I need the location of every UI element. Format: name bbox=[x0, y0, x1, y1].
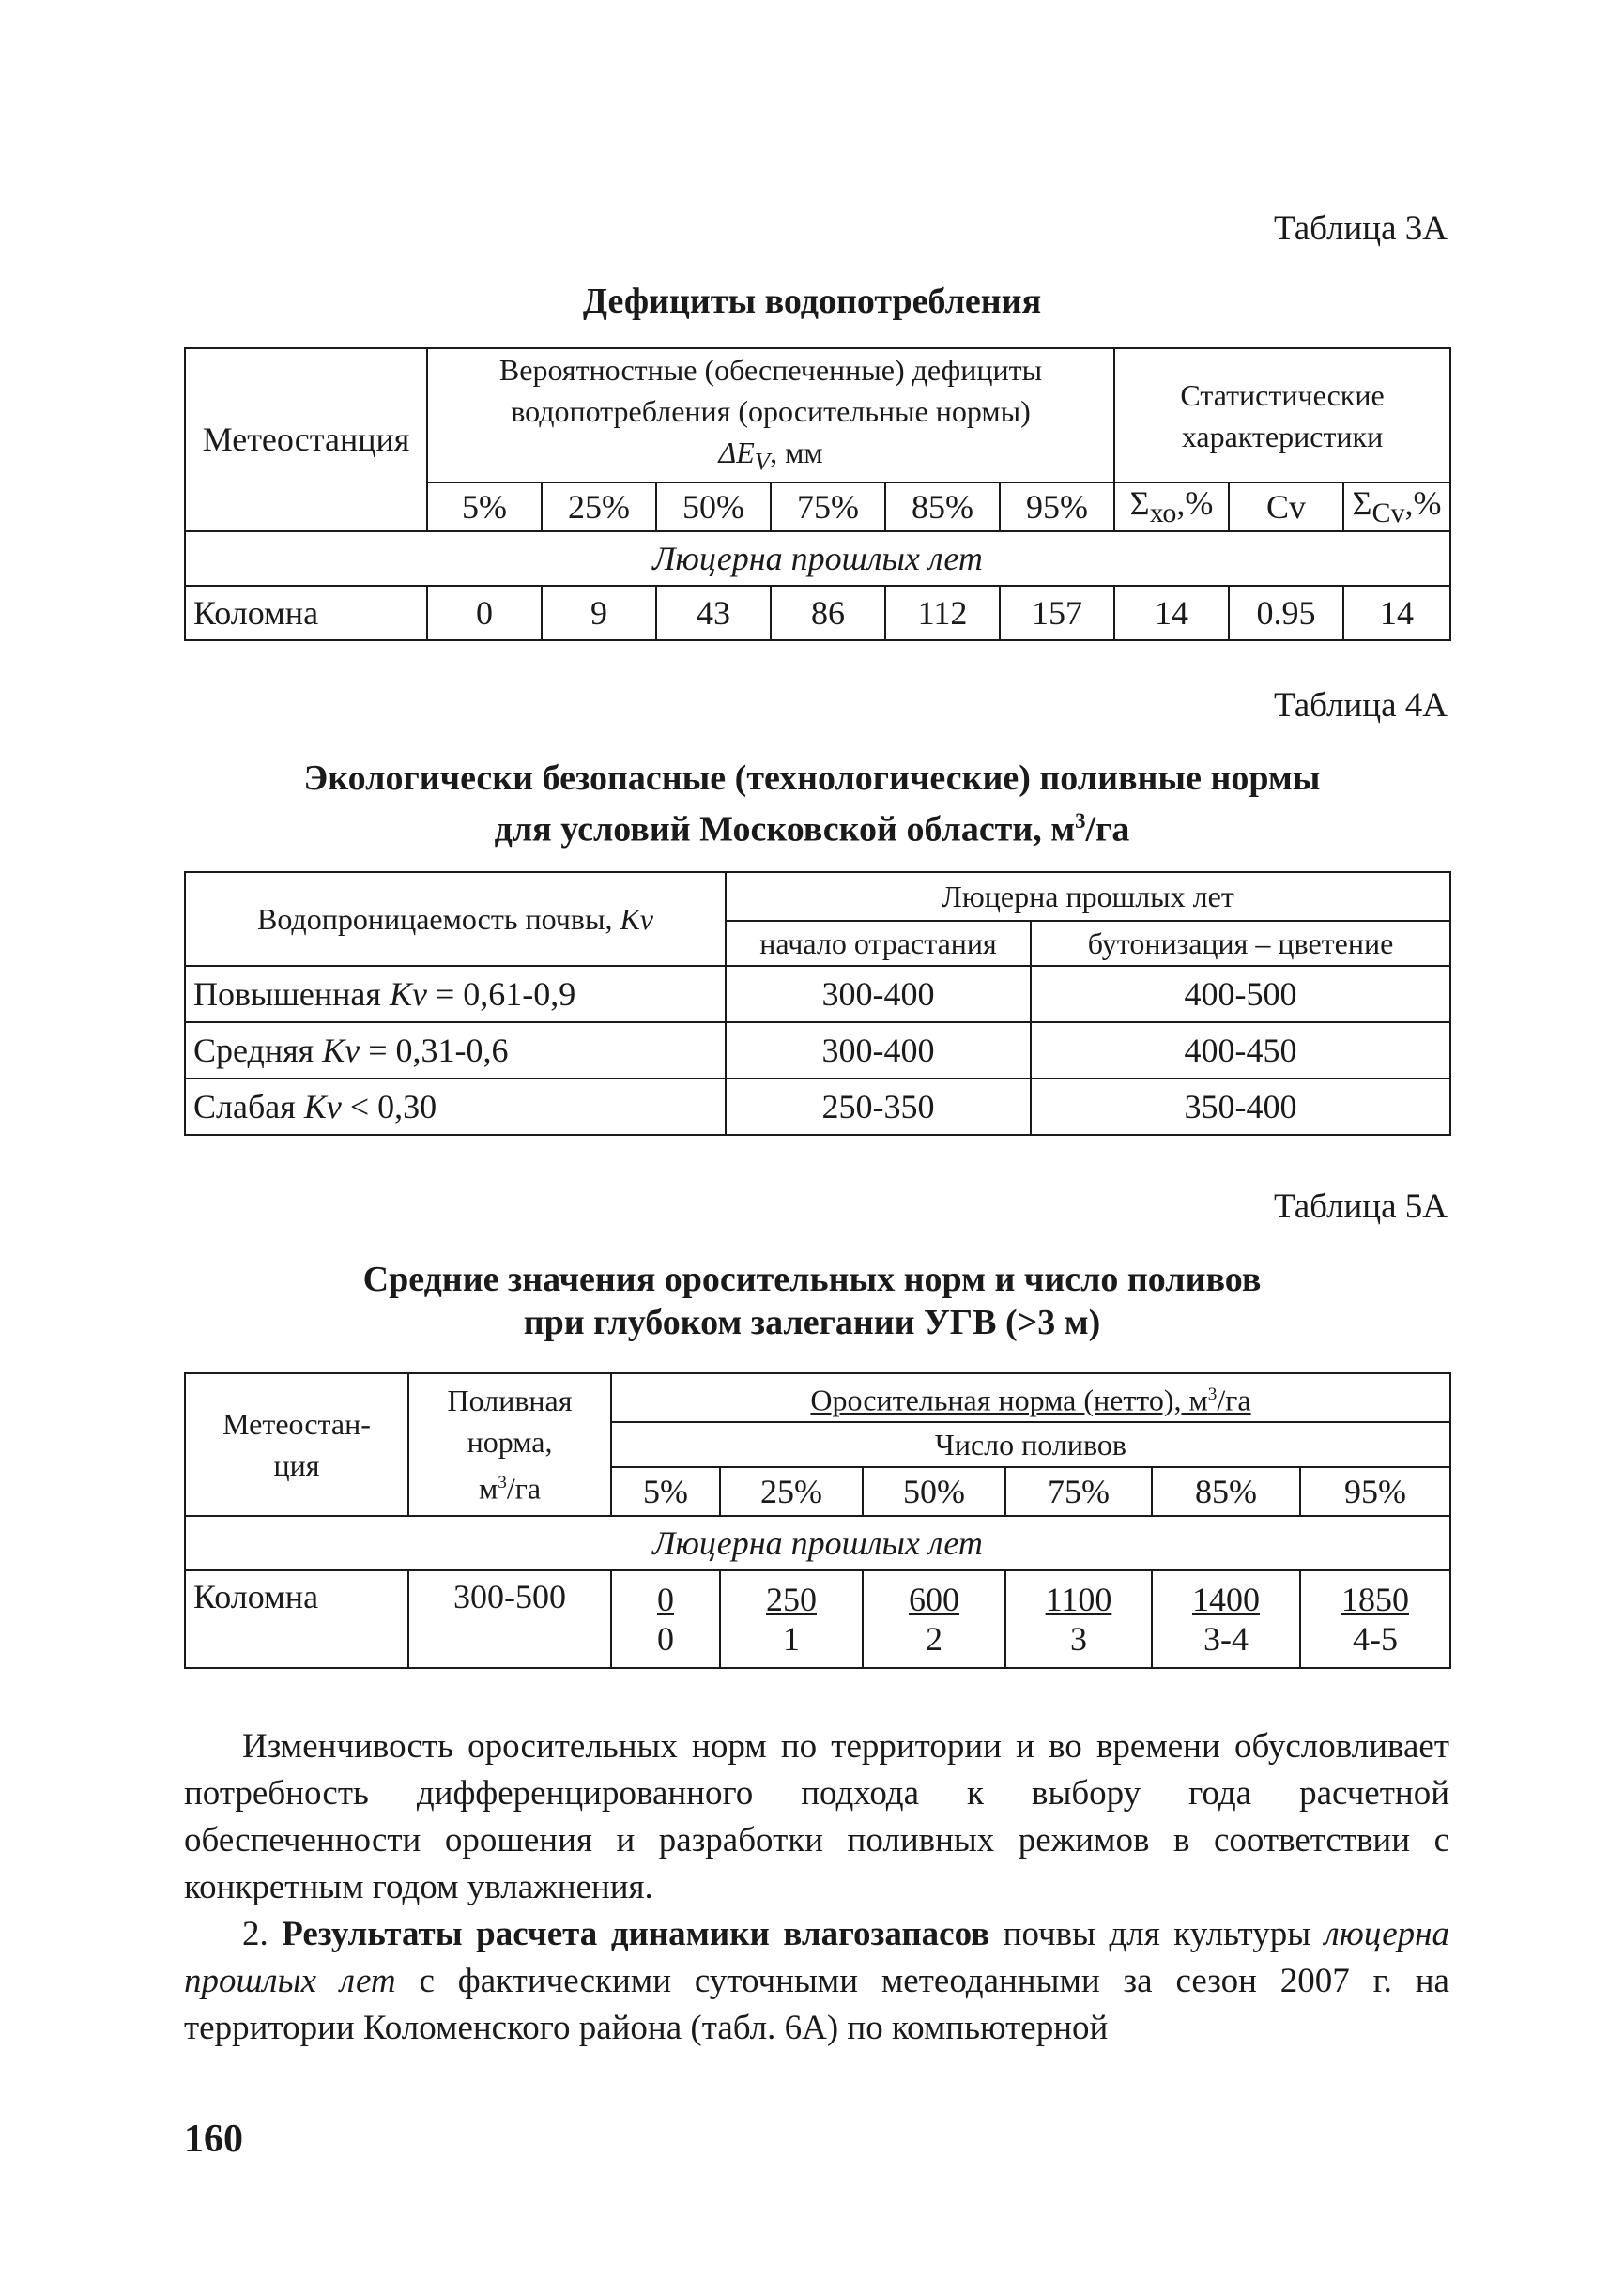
fraction-cell: 0 0 bbox=[611, 1570, 720, 1668]
header-station: Метеостанция bbox=[185, 348, 427, 531]
percent-cell: 85% bbox=[885, 482, 1000, 530]
value-cell: 300-400 bbox=[726, 966, 1031, 1022]
value-cell: 300-400 bbox=[726, 1022, 1031, 1079]
station-cell: Коломна bbox=[185, 1570, 408, 1668]
percent-cell: 95% bbox=[1300, 1467, 1450, 1516]
header-watering-count: Число поливов bbox=[611, 1422, 1450, 1467]
stat-header-sum-xo: $\Sigma_{хо},\%$ bbox=[1114, 482, 1229, 530]
value-cell: 400-500 bbox=[1031, 966, 1450, 1022]
fraction-cell: 1100 3 bbox=[1005, 1570, 1152, 1668]
percent-cell: 75% bbox=[1005, 1467, 1152, 1516]
table-row bbox=[185, 1022, 1450, 1079]
table-5a-label: Таблица 5А bbox=[1274, 1187, 1448, 1226]
percent-cell: 25% bbox=[542, 482, 656, 530]
page-number: 160 bbox=[184, 2118, 243, 2161]
header-permeability: Водопроницаемость почвы, Kv bbox=[185, 872, 726, 966]
paragraph-1: Изменчивость оросительных норм по территории и во времени обусловливает потребность дифференцированного подхода к выбору года расчетной обеспеченности орошения и разработки поливных режимов в соответствии с конкретным годом увлажнения. bbox=[184, 1727, 1449, 1906]
fraction-cell: 1850 4-5 bbox=[1300, 1570, 1450, 1668]
table-row bbox=[185, 966, 1450, 1022]
value-cell: 250-350 bbox=[726, 1079, 1031, 1135]
table-row bbox=[185, 586, 1450, 640]
header-probability: Вероятностные (обеспеченные) дефициты водопотребления (оросительные нормы) $\Delta E_V$, мм bbox=[427, 348, 1114, 482]
percent-cell: 95% bbox=[1000, 482, 1114, 530]
value-cell: 112 bbox=[885, 586, 1000, 640]
stat-header-cv: Cv bbox=[1229, 482, 1343, 530]
percent-cell: 5% bbox=[611, 1467, 720, 1516]
table-3a-label: Таблица 3А bbox=[1274, 209, 1448, 248]
table-4a-title: Экологически безопасные (технологические) поливные нормы для условий Московской области, $м^3/га$ bbox=[303, 758, 1321, 849]
percent-cell: 50% bbox=[863, 1467, 1005, 1516]
table-5a-title: Средние значения оросительных норм и число поливов при глубоком залегании УГВ (>3 м) bbox=[362, 1260, 1262, 1342]
table-3a bbox=[184, 347, 1451, 641]
header-budding-flowering: бутонизация – цветение bbox=[1031, 921, 1450, 966]
value-cell: 86 bbox=[771, 586, 885, 640]
header-crop: Люцерна прошлых лет bbox=[726, 872, 1450, 921]
percent-cell: 85% bbox=[1152, 1467, 1300, 1516]
header-irrigation-norm: Поливная норма, $м^3/га$ bbox=[408, 1373, 611, 1516]
table-4a-label: Таблица 4А bbox=[1274, 686, 1448, 725]
percent-cell: 25% bbox=[720, 1467, 863, 1516]
permeability-cell: Повышенная Kv = 0,61-0,9 bbox=[185, 966, 726, 1022]
percent-cell: 5% bbox=[427, 482, 542, 530]
table-5a bbox=[184, 1372, 1451, 1669]
value-cell: 0.95 bbox=[1229, 586, 1343, 640]
value-cell: 157 bbox=[1000, 586, 1114, 640]
crop-row: Люцерна прошлых лет bbox=[185, 1516, 1450, 1570]
percent-cell: 50% bbox=[656, 482, 771, 530]
header-statistics: Статистические характеристики bbox=[1114, 348, 1450, 482]
table-row bbox=[185, 1570, 1450, 1668]
value-cell: 9 bbox=[542, 586, 656, 640]
stat-header-sum-cv: $\Sigma_{Cv},\%$ bbox=[1343, 482, 1450, 530]
header-regrowth-start: начало отрастания bbox=[726, 921, 1031, 966]
value-cell: 43 bbox=[656, 586, 771, 640]
table-row bbox=[185, 1079, 1450, 1135]
permeability-cell: Средняя Kv = 0,31-0,6 bbox=[185, 1022, 726, 1079]
fraction-cell: 250 1 bbox=[720, 1570, 863, 1668]
value-cell: 14 bbox=[1343, 586, 1450, 640]
station-cell: Коломна bbox=[185, 586, 427, 640]
fraction-cell: 600 2 bbox=[863, 1570, 1005, 1668]
header-net-irrigation: Оросительная норма (нетто), $м^3/га$ bbox=[611, 1373, 1450, 1422]
value-cell: 14 bbox=[1114, 586, 1229, 640]
crop-row: Люцерна прошлых лет bbox=[185, 531, 1450, 586]
percent-cell: 75% bbox=[771, 482, 885, 530]
header-station: Метеостан- ция bbox=[185, 1373, 408, 1516]
value-cell: 400-450 bbox=[1031, 1022, 1450, 1079]
norm-cell: 300-500 bbox=[408, 1570, 611, 1668]
fraction-cell: 1400 3-4 bbox=[1152, 1570, 1300, 1668]
table-3a-title: Дефициты водопотребления bbox=[582, 282, 1042, 321]
table-4a bbox=[184, 871, 1451, 1136]
paragraph-2: 2. Результаты расчета динамики влагозапасов почвы для культуры люцерна прошлых лет с фактическими суточными метеоданными за сезон 2007 г. на территории Коломенского района (табл. 6А) по компьютерной bbox=[184, 1915, 1450, 2047]
value-cell: 350-400 bbox=[1031, 1079, 1450, 1135]
value-cell: 0 bbox=[427, 586, 542, 640]
permeability-cell: Слабая Kv < 0,30 bbox=[185, 1079, 726, 1135]
